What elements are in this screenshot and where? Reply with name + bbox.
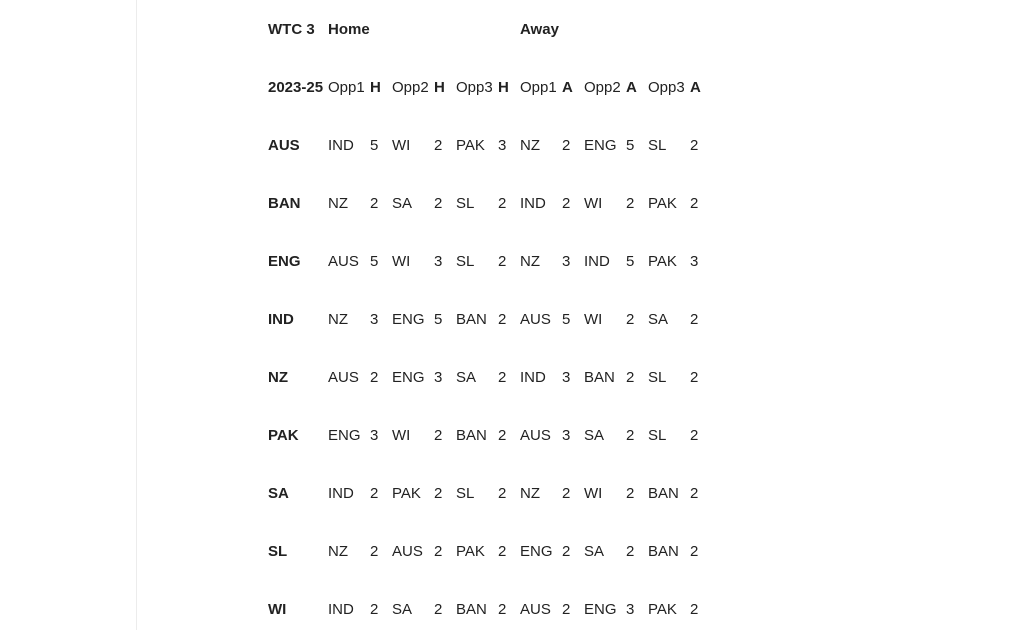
cell-tests-home: 2: [370, 600, 379, 618]
cell-opp1-home: NZ: [328, 194, 348, 212]
cell-opp3-away: PAK: [648, 194, 677, 212]
cell-tests-away: 5: [626, 136, 635, 154]
cell-tests-home: 2: [498, 310, 507, 328]
cell-opp3-home: PAK: [456, 542, 485, 560]
cell-opp1-away: IND: [520, 194, 546, 212]
cell-opp2-home: WI: [392, 426, 411, 444]
cell-opp1-away: IND: [520, 368, 546, 386]
cell-tests-away: 2: [690, 426, 699, 444]
cell-opp2-away: ENG: [584, 136, 617, 154]
cell-opp3-home: BAN: [456, 426, 487, 444]
cell-opp2-away: SA: [584, 426, 605, 444]
team-name: IND: [268, 310, 294, 328]
team-name: WI: [268, 600, 287, 618]
cell-opp3-home: PAK: [456, 136, 485, 154]
cell-tests-away: 3: [690, 252, 699, 270]
cell-opp1-home: IND: [328, 136, 354, 154]
cell-tests-away: 2: [562, 542, 571, 560]
cell-opp3-away: SL: [648, 136, 667, 154]
page-left-border: [136, 0, 137, 630]
cell-tests-home: 2: [434, 194, 443, 212]
cell-tests-away: 2: [690, 136, 699, 154]
cell-opp2-away: IND: [584, 252, 610, 270]
cell-opp2-home: PAK: [392, 484, 421, 502]
cell-opp2-home: ENG: [392, 310, 425, 328]
cell-tests-away: 2: [626, 484, 635, 502]
cell-opp3-away: PAK: [648, 252, 677, 270]
cell-opp2-home: SA: [392, 194, 413, 212]
cell-tests-away: 2: [562, 194, 571, 212]
table-row: [266, 174, 710, 232]
col-header-a: A: [626, 78, 637, 96]
cell-tests-away: 2: [626, 368, 635, 386]
cell-opp1-home: ENG: [328, 426, 361, 444]
cell-opp1-away: ENG: [520, 542, 553, 560]
away-heading: Away: [520, 20, 559, 38]
cell-tests-home: 2: [370, 368, 379, 386]
cell-tests-away: 3: [562, 368, 571, 386]
cell-tests-away: 2: [690, 310, 699, 328]
team-name: NZ: [268, 368, 288, 386]
cell-opp2-home: WI: [392, 252, 411, 270]
cell-tests-home: 2: [434, 136, 443, 154]
cell-opp3-home: SL: [456, 194, 475, 212]
cell-tests-away: 2: [690, 542, 699, 560]
table-row: [266, 116, 710, 174]
cell-tests-away: 2: [626, 426, 635, 444]
cell-opp1-home: NZ: [328, 310, 348, 328]
col-header-opp3-away: Opp3: [648, 78, 685, 96]
cell-opp2-away: ENG: [584, 600, 617, 618]
cell-tests-home: 3: [498, 136, 507, 154]
cell-tests-home: 2: [434, 600, 443, 618]
cell-tests-home: 2: [498, 426, 507, 444]
cell-tests-home: 5: [434, 310, 443, 328]
cell-tests-home: 2: [498, 194, 507, 212]
cell-tests-home: 2: [370, 484, 379, 502]
cell-opp2-away: SA: [584, 542, 605, 560]
cell-tests-away: 2: [562, 600, 571, 618]
cell-tests-home: 2: [434, 484, 443, 502]
cell-opp3-away: SL: [648, 368, 667, 386]
table-row: [266, 464, 710, 522]
col-header-h: H: [434, 78, 445, 96]
col-header-a: A: [690, 78, 701, 96]
col-header-opp3-home: Opp3: [456, 78, 493, 96]
col-header-h: H: [498, 78, 509, 96]
cell-tests-away: 3: [626, 600, 635, 618]
cell-tests-home: 5: [370, 136, 379, 154]
table-title: WTC 3: [268, 20, 315, 38]
cell-opp1-home: AUS: [328, 368, 359, 386]
cell-opp2-home: WI: [392, 136, 411, 154]
cell-tests-home: 3: [370, 426, 379, 444]
cell-opp1-home: IND: [328, 600, 354, 618]
cell-opp1-away: AUS: [520, 426, 551, 444]
cell-tests-home: 3: [434, 252, 443, 270]
col-header-a: A: [562, 78, 573, 96]
cell-tests-away: 3: [562, 252, 571, 270]
cell-tests-home: 3: [434, 368, 443, 386]
col-header-opp2-home: Opp2: [392, 78, 429, 96]
team-name: ENG: [268, 252, 301, 270]
cell-tests-home: 2: [498, 484, 507, 502]
cell-tests-away: 2: [690, 600, 699, 618]
title-row: [266, 0, 710, 58]
table-row: [266, 348, 710, 406]
cell-tests-home: 3: [370, 310, 379, 328]
cell-opp3-away: BAN: [648, 484, 679, 502]
cell-tests-home: 2: [498, 542, 507, 560]
home-heading: Home: [328, 20, 370, 38]
cell-opp3-home: BAN: [456, 310, 487, 328]
cell-opp3-home: BAN: [456, 600, 487, 618]
cell-opp1-away: AUS: [520, 600, 551, 618]
table-row: [266, 290, 710, 348]
cell-tests-away: 2: [562, 484, 571, 502]
team-name: AUS: [268, 136, 300, 154]
cell-opp1-away: AUS: [520, 310, 551, 328]
cell-tests-away: 2: [562, 136, 571, 154]
col-header-opp1-home: Opp1: [328, 78, 365, 96]
season-label: 2023-25: [268, 78, 324, 96]
cell-tests-away: 5: [626, 252, 635, 270]
cell-tests-home: 2: [370, 542, 379, 560]
cell-opp1-home: AUS: [328, 252, 359, 270]
cell-opp2-home: SA: [392, 600, 413, 618]
cell-opp3-home: SA: [456, 368, 477, 386]
cell-tests-home: 5: [370, 252, 379, 270]
cell-tests-away: 3: [562, 426, 571, 444]
cell-tests-home: 2: [498, 600, 507, 618]
team-name: SA: [268, 484, 289, 502]
cell-tests-away: 2: [690, 368, 699, 386]
team-name: BAN: [268, 194, 301, 212]
cell-opp3-home: SL: [456, 252, 475, 270]
cell-tests-home: 2: [434, 542, 443, 560]
cell-opp2-away: BAN: [584, 368, 615, 386]
cell-tests-home: 2: [498, 252, 507, 270]
col-header-opp2-away: Opp2: [584, 78, 621, 96]
col-header-h: H: [370, 78, 381, 96]
cell-opp3-away: PAK: [648, 600, 677, 618]
cell-opp1-home: IND: [328, 484, 354, 502]
cell-tests-home: 2: [498, 368, 507, 386]
cell-tests-away: 5: [562, 310, 571, 328]
cell-tests-away: 2: [626, 310, 635, 328]
cell-opp2-home: ENG: [392, 368, 425, 386]
header-row: [266, 58, 710, 116]
cell-tests-home: 2: [434, 426, 443, 444]
table-row: [266, 232, 710, 290]
cell-opp3-away: BAN: [648, 542, 679, 560]
cell-tests-away: 2: [690, 484, 699, 502]
table-row: [266, 406, 710, 464]
team-name: PAK: [268, 426, 299, 444]
cell-tests-away: 2: [626, 194, 635, 212]
cell-opp2-away: WI: [584, 310, 603, 328]
cell-opp2-away: WI: [584, 194, 603, 212]
cell-opp3-home: SL: [456, 484, 475, 502]
cell-tests-away: 2: [690, 194, 699, 212]
cell-tests-away: 2: [626, 542, 635, 560]
col-header-opp1-away: Opp1: [520, 78, 557, 96]
cell-opp1-away: NZ: [520, 484, 540, 502]
cell-opp1-home: NZ: [328, 542, 348, 560]
team-name: SL: [268, 542, 288, 560]
cell-tests-home: 2: [370, 194, 379, 212]
cell-opp1-away: NZ: [520, 136, 540, 154]
cell-opp3-away: SA: [648, 310, 669, 328]
cell-opp1-away: NZ: [520, 252, 540, 270]
cell-opp2-home: AUS: [392, 542, 423, 560]
table-row: [266, 522, 710, 580]
cell-opp3-away: SL: [648, 426, 667, 444]
table-row: [266, 580, 710, 630]
cell-opp2-away: WI: [584, 484, 603, 502]
wtc-schedule-table: [266, 0, 710, 630]
